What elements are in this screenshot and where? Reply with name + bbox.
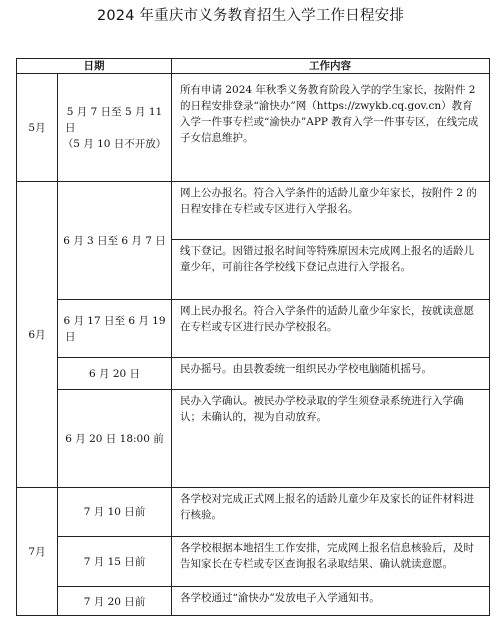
date-row-8 [58,587,171,616]
grid-line [57,299,489,300]
grid-line [17,73,489,74]
date-line: （5 月 10 日不开放） [62,137,167,150]
schedule-table [16,58,490,616]
month-july: 7月 [28,546,46,558]
date-line: 6 月 17 日至 6 月 19 [63,314,166,327]
date-line: 7 月 10 日前 [83,506,146,518]
header-date: 日期 [83,60,105,72]
grid-line [57,357,489,358]
date-row-1 [58,74,171,181]
grid-line [57,389,489,390]
grid-line [57,586,489,587]
date-line: 日 [65,330,76,343]
content-row-7: 各学校根据本地招生工作安排，完成网上报名信息核验后，及时告知家长在专栏或专区查询报名录取结果、确认就读意愿。 [180,542,474,570]
grid-line [17,487,489,488]
date-row-7 [58,537,171,586]
content-row-4: 民办摇号。由县教委统一组织民办学校电脑随机摇号。 [180,363,432,375]
content-row-2a: 网上公办报名。符合入学条件的适龄儿童少年家长，按附件 2 的日程安排在专栏或专区进行入学报名。 [180,187,477,215]
grid-line [57,536,489,537]
date-line: 6 月 20 日 [88,367,141,380]
date-line: 日 [65,121,76,134]
content-row-1: 所有申请 2024 年秋季义务教育阶段入学的学生家长，按附件 2 的日程安排登录“渝快办”网（https://zwykb.cq.gov.cn）教育入学一件事专栏或“渝快办”APP 教育入学一件事专区，在线完成子女信息维护。 [180,84,479,144]
header-content: 工作内容 [309,60,351,72]
date-row-2 [58,182,171,299]
date-line: 5 月 7 日至 5 月 11 [66,105,163,118]
date-line: 7 月 20 日前 [83,595,146,608]
date-row-5 [58,390,171,487]
date-line: 7 月 15 日前 [83,555,146,568]
date-row-4 [58,358,171,389]
content-row-8: 各学校通过“渝快办”发放电子入学通知书。 [180,592,380,604]
content-row-3: 网上民办报名。符合入学条件的适龄儿童少年家长，按就读意愿在专栏或专区进行民办学校报名。 [180,305,474,333]
date-row-3 [58,300,171,357]
grid-line [17,181,489,182]
page-title: 2024 年重庆市义务教育招生入学工作日程安排 [96,8,405,24]
grid-line [171,59,172,615]
date-row-6 [58,488,171,536]
month-june: 6月 [28,328,46,341]
date-line: 6 月 3 日至 6 月 7 日 [63,234,166,247]
content-row-6: 各学校对完成正式网上报名的适龄儿童少年及家长的证件材料进行核验。 [180,493,474,521]
grid-line [171,239,489,240]
month-may: 5月 [28,121,46,134]
grid-line [57,73,58,615]
content-row-2b: 线下登记。因错过报名时间等特殊原因未完成网上报名的适龄儿童少年，可前往各学校线下登记点进行入学报名。 [180,245,474,273]
content-row-5: 民办入学确认。被民办学校录取的学生须登录系统进行入学确认；未确认的，视为自动放弃。 [180,395,464,423]
date-line: 6 月 20 日 18:00 前 [65,432,164,445]
